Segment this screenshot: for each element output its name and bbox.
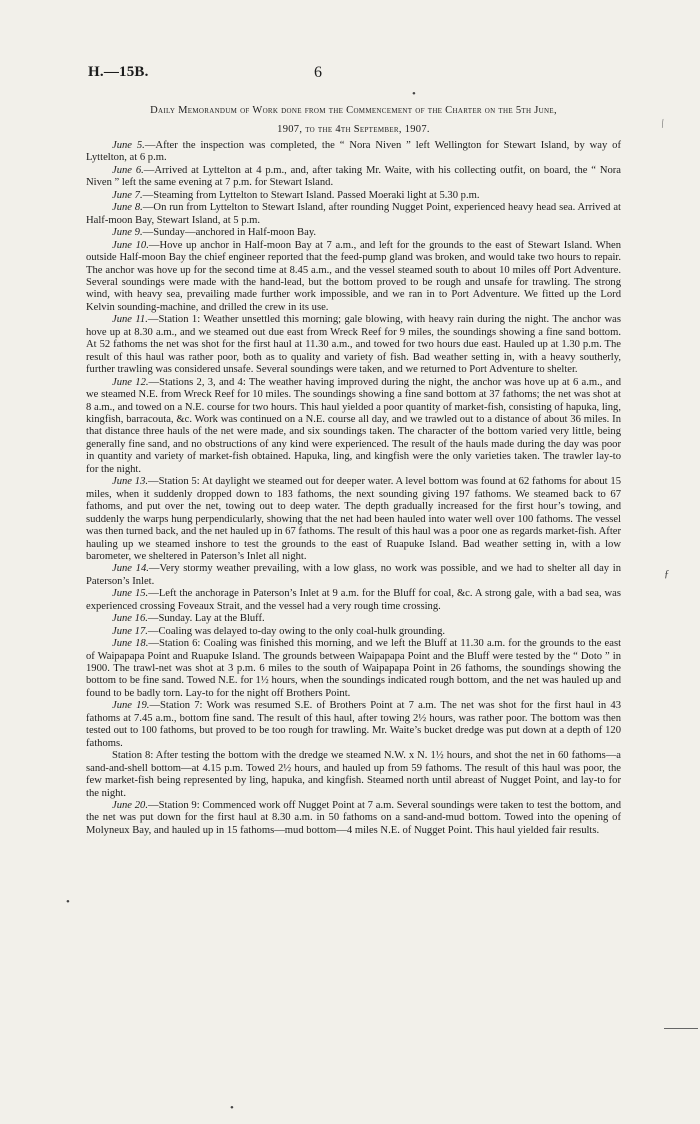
- entry-date: June 9.: [112, 227, 143, 239]
- entry-date: June 18.: [112, 638, 149, 650]
- page-header: [88, 64, 618, 84]
- entry-date: June 6.: [112, 164, 144, 176]
- diary-entry: [86, 613, 621, 625]
- scan-dot-mark: •: [230, 1102, 234, 1114]
- diary-entry: [86, 202, 621, 227]
- entry-text: —Sunday. Lay at the Bluff.: [147, 613, 265, 625]
- entry-date: June 13.: [112, 476, 149, 488]
- entry-text: —Steaming from Lyttelton to Stewart Island. Passed Moeraki light at 5.30 p.m.: [142, 189, 480, 201]
- diary-entry: [86, 240, 621, 315]
- entry-date: June 7.: [112, 189, 143, 201]
- entry-text: —Stations 2, 3, and 4: The weather having improved during the night, the anchor was hove up at 6 a.m., and we steamed N.E. from Wreck Reef for 10 miles. The soundings showing a fine sand bottom at 37 fathoms; the net was shot at 8 a.m., and towed on a N.E. course for two hours. This haul yielded a poor quantity of market-fish, consisting of hapuka, ling, kingfish, barracouta, &c. Work was continued on a N.E. course all day, and we trawled out to a distance of about 36 miles. In that distance three hauls of the net were made, and six soundings taken. The character of the bottom varied very little, being generally fine sand, and no obstructions of any kind were experienced. The result of the hauls made during the day was poor in quantity and variety of market-fish obtained. Hapuka, ling, and kingfish were the only varieties taken. The trawler lay-to for the night.: [86, 376, 621, 475]
- entry-date: June 8.: [112, 202, 143, 214]
- margin-pencil-mark: ⁄: [659, 118, 667, 130]
- entry-date: June 15.: [112, 588, 149, 600]
- title-line-1: Daily Memorandum of Work done from the Commencement of the Charter on the 5th June,: [150, 105, 557, 116]
- diary-entry: [86, 227, 621, 239]
- entry-text: —Coaling was delayed to-day owing to the only coal-hulk grounding.: [147, 625, 446, 637]
- entry-text: —Station 6: Coaling was finished this morning, and we left the Bluff at 11.30 a.m. for the grounds to the east of Waipapapa Point and Ruapuke Island. The grounds between Waipapapa Point and the Bluff were tested by the “ Doto ” in 1900. The trawl-net was shot at 3 p.m. 6 miles to the south of Waipapapa Point in 26 fathoms, the soundings showing the bottom to be fine sand. Towed N.E. for 1½ hours, when the soundings indicated rough bottom, and the net was hauled up and found to be badly torn. Lay-to for the night off Brothers Point.: [86, 638, 622, 699]
- entry-text: —Arrived at Lyttelton at 4 p.m., and, after taking Mr. Waite, with his collecting outfit, on board, the “ Nora Niven ” left the same evening at 7 p.m. for Stewart Island.: [86, 164, 621, 189]
- entry-date: June 11.: [112, 314, 148, 326]
- entry-text: —On run from Lyttelton to Stewart Island, after rounding Nugget Point, experienced heavy head sea. Arrived at Half-moon Bay, Stewart Island, at 5 p.m.: [86, 202, 621, 226]
- entry-date: June 19.: [112, 700, 150, 712]
- diary-entry: [86, 190, 621, 202]
- diary-entry: [86, 800, 621, 837]
- entry-text: —Station 5: At daylight we steamed out for deeper water. A level bottom was found at 62 fathoms for about 15 miles, when it suddenly dropped down to 183 fathoms, the next sounding giving 197 fathoms. We steamed back to 67 fathoms, and put over the net, towing out to deep water. The depth gradually increased for the first hour’s towing, and suddenly the warps hung perpendicularly, showing that the net had been hauled into water well over 100 fathoms. The vessel was then turned back, and the net hauled up in 67 fathoms. The result of this haul was a poor one as regards market-fish. After hauling up we steamed inshore to test the grounds to the east of Ruapuke Island. Bad weather setting in, with a low barometer, we sheltered in Paterson’s Inlet all night.: [86, 476, 621, 562]
- scan-dot-mark: •: [66, 896, 70, 908]
- diary-entry: [86, 563, 621, 588]
- diary-entry: [86, 626, 621, 638]
- diary-entry: [86, 638, 621, 700]
- page-number: 6: [314, 64, 322, 81]
- margin-scratch-line: [664, 1028, 698, 1029]
- entry-text: —Station 1: Weather unsettled this morning; gale blowing, with heavy rain during the night. The anchor was hove up at 8.30 a.m., and we steamed out due east from Wreck Reef for 9 miles, the soundings showing a fine sand bottom. At 52 fathoms the net was shot for the first haul at 11.30 a.m., and towed for two hours due east. Hauled up at 1.30 p.m. The result of this haul was rather poor, both as to quality and variety of fish. Bad weather setting in, with a heavy southerly, further trawling was considered unsafe. Several soundings were taken, and we returned to Port Adventure to shelter.: [86, 314, 621, 376]
- entry-date: June 5.: [112, 140, 145, 151]
- memorandum-title: [86, 101, 621, 139]
- margin-pencil-mark: ƒ: [664, 568, 670, 580]
- entry-date: June 14.: [112, 563, 149, 575]
- diary-entry: [86, 377, 621, 477]
- document-reference: H.—15B.: [88, 64, 149, 80]
- entry-date: June 10.: [112, 239, 149, 251]
- diary-entry: [86, 700, 621, 750]
- entry-text: —Left the anchorage in Paterson’s Inlet at 9 a.m. for the Bluff for coal, &c. A strong gale, with a bad sea, was experienced crossing Foveaux Strait, and the vessel had a very rough time crossing.: [86, 588, 622, 612]
- entry-text: —Very stormy weather prevailing, with a low glass, no work was possible, and we had to shelter all day in Paterson’s Inlet.: [86, 563, 621, 587]
- entry-date: June 17.: [112, 625, 148, 637]
- diary-entry: [86, 750, 621, 800]
- title-line-2: 1907, to the 4th September, 1907.: [277, 124, 430, 135]
- memorandum-body: [86, 140, 621, 837]
- entry-date: June 20.: [112, 800, 149, 812]
- diary-entry: [86, 165, 621, 190]
- entry-text: —After the inspection was completed, the “ Nora Niven ” left Wellington for Stewart Island, by way of Lyttelton, at 6 p.m.: [86, 140, 621, 164]
- diary-entry: [86, 588, 621, 613]
- entry-text: Station 8: After testing the bottom with the dredge we steamed N.W. x N. 1½ hours, and shot the net in 60 fathoms—a sand-and-shell bottom—at 4.15 p.m. Towed 2½ hours, and hauled up from 59 fathoms. The result of this haul was poor, the few market-fish being represented by ling, hapuka, and kingfish. Steamed north until abreast of Nugget Point, and lay-to for the night.: [86, 750, 621, 799]
- entry-date: June 16.: [112, 613, 148, 625]
- diary-entry: [86, 476, 621, 563]
- entry-text: —Hove up anchor in Half-moon Bay at 7 a.m., and left for the grounds to the east of Stewart Island. When outside Half-moon Bay the chief engineer reported that the feed-pump gland was broken, and would take two hours to repair. The anchor was hove up for the second time at 8.45 a.m., and the vessel steamed south to about 10 miles off Port Adventure. Several soundings were made with the hand-lead, but the bottom proved to be rough and unsafe for trawling. The strong wind, with heavy sea, prevailing made further work impossible, and we ran in to Port Adventure. We fitted up the Lord Kelvin sounding-machine, and drilled the crew in its use.: [86, 239, 621, 313]
- entry-text: —Station 9: Commenced work off Nugget Point at 7 a.m. Several soundings were taken to test the bottom, and the net was put down for the first haul at 8.30 a.m. in 50 fathoms on a sand-and-mud bottom. Towed into the opening of Molyneux Bay, and hauled up in 15 fathoms—mud bottom—4 miles N.E. of Nugget Point. This haul yielded fair results.: [86, 800, 621, 836]
- entry-text: —Station 7: Work was resumed S.E. of Brothers Point at 7 a.m. The net was shot for the first haul in 43 fathoms at 7.45 a.m., bottom fine sand. The result of this haul, after towing 2½ hours, was rather poor. The bottom was then tested out to 100 fathoms, but proved to be too rough for trawling. Mr. Waite’s bucket dredge was put down at a depth of 120 fathoms.: [86, 700, 621, 749]
- entry-date: June 12.: [112, 376, 149, 388]
- diary-entry: [86, 314, 621, 376]
- scan-dot-mark: •: [412, 88, 416, 100]
- diary-entry: [86, 140, 621, 165]
- entry-text: —Sunday—anchored in Half-moon Bay.: [142, 227, 317, 239]
